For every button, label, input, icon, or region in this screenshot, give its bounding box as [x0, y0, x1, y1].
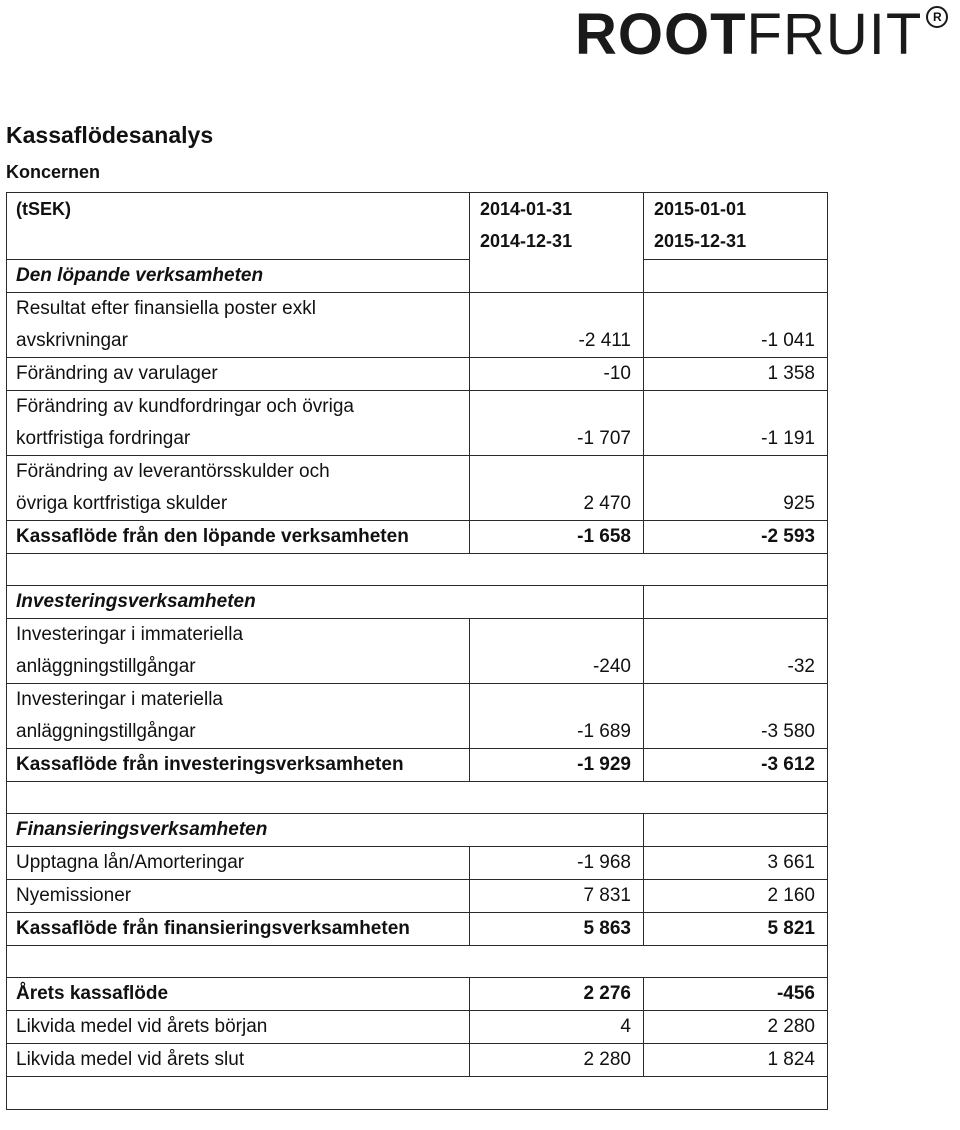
summary-value-2015: -456 — [644, 978, 828, 1011]
total-value-2015: 5 821 — [644, 913, 828, 946]
row-label: Nyemissioner — [7, 880, 470, 913]
value-2015: -32 — [644, 619, 828, 684]
summary-label: Årets kassaflöde — [7, 978, 470, 1011]
summary-value-2015: 2 280 — [644, 1011, 828, 1044]
table-row — [7, 456, 828, 521]
table-row — [7, 880, 828, 913]
row-label: Förändring av leverantörsskulder och övriga kortfristiga skulder — [7, 456, 470, 521]
value-2015: -1 191 — [644, 391, 828, 456]
header-row — [7, 193, 828, 260]
value-2014: -2 411 — [470, 293, 644, 358]
total-value-2014: -1 658 — [470, 521, 644, 554]
period-2-end: 2015-12-31 — [654, 231, 747, 251]
total-value-2015: -2 593 — [644, 521, 828, 554]
section-heading-lopande: Den löpande verksamheten — [7, 260, 644, 293]
total-row — [7, 521, 828, 554]
table-row — [7, 358, 828, 391]
company-logo — [575, 2, 948, 68]
value-2014: -1 968 — [470, 847, 644, 880]
total-value-2014: 5 863 — [470, 913, 644, 946]
section-heading-row — [7, 586, 828, 619]
total-value-2014: -1 929 — [470, 749, 644, 782]
table-row — [7, 293, 828, 358]
logo-wordmark: ROOTFRUIT — [575, 2, 923, 67]
spacer-row — [7, 1077, 828, 1110]
value-2014: -1 707 — [470, 391, 644, 456]
page-subtitle: Koncernen — [6, 162, 101, 182]
table-row — [7, 847, 828, 880]
spacer-row — [7, 554, 828, 586]
row-label: Investeringar i materiella anläggningstillgångar — [7, 684, 470, 749]
section-heading-finans: Finansieringsverksamheten — [7, 814, 644, 847]
period-2-header — [644, 193, 828, 260]
total-label: Kassaflöde från finansieringsverksamheten — [7, 913, 470, 946]
total-label: Kassaflöde från investeringsverksamheten — [7, 749, 470, 782]
unit-label: (tSEK) — [7, 193, 470, 260]
value-2015: -3 580 — [644, 684, 828, 749]
total-row — [7, 913, 828, 946]
total-value-2015: -3 612 — [644, 749, 828, 782]
summary-value-2014: 2 280 — [470, 1044, 644, 1077]
value-2015: 1 358 — [644, 358, 828, 391]
registered-trademark-icon: R — [926, 6, 948, 28]
summary-value-2014: 2 276 — [470, 978, 644, 1011]
section-heading-row — [7, 260, 828, 293]
summary-row — [7, 1044, 828, 1077]
total-label: Kassaflöde från den löpande verksamheten — [7, 521, 470, 554]
summary-label: Likvida medel vid årets början — [7, 1011, 470, 1044]
row-label: Förändring av varulager — [7, 358, 470, 391]
section-heading-invest: Investeringsverksamheten — [7, 586, 644, 619]
summary-label: Likvida medel vid årets slut — [7, 1044, 470, 1077]
spacer-row — [7, 782, 828, 814]
page-title: Kassaflödesanalys — [6, 122, 214, 148]
summary-value-2015: 1 824 — [644, 1044, 828, 1077]
value-2014: -1 689 — [470, 684, 644, 749]
summary-row — [7, 978, 828, 1011]
row-label: Investeringar i immateriella anläggningstillgångar — [7, 619, 470, 684]
table-row — [7, 684, 828, 749]
row-label: Upptagna lån/Amorteringar — [7, 847, 470, 880]
summary-row — [7, 1011, 828, 1044]
value-2015: -1 041 — [644, 293, 828, 358]
table-row — [7, 619, 828, 684]
period-1-start: 2014-01-31 — [480, 199, 573, 219]
spacer-row — [7, 946, 828, 978]
row-label: Resultat efter finansiella poster exkl avskrivningar — [7, 293, 470, 358]
total-row — [7, 749, 828, 782]
value-2015: 2 160 — [644, 880, 828, 913]
value-2014: -240 — [470, 619, 644, 684]
value-2015: 3 661 — [644, 847, 828, 880]
row-label: Förändring av kundfordringar och övriga kortfristiga fordringar — [7, 391, 470, 456]
value-2015: 925 — [644, 456, 828, 521]
period-1-end: 2014-12-31 — [480, 231, 573, 251]
section-heading-row — [7, 814, 828, 847]
value-2014: 7 831 — [470, 880, 644, 913]
cashflow-table — [6, 192, 828, 1110]
table-row — [7, 391, 828, 456]
value-2014: -10 — [470, 358, 644, 391]
summary-value-2014: 4 — [470, 1011, 644, 1044]
period-2-start: 2015-01-01 — [654, 199, 747, 219]
value-2014: 2 470 — [470, 456, 644, 521]
